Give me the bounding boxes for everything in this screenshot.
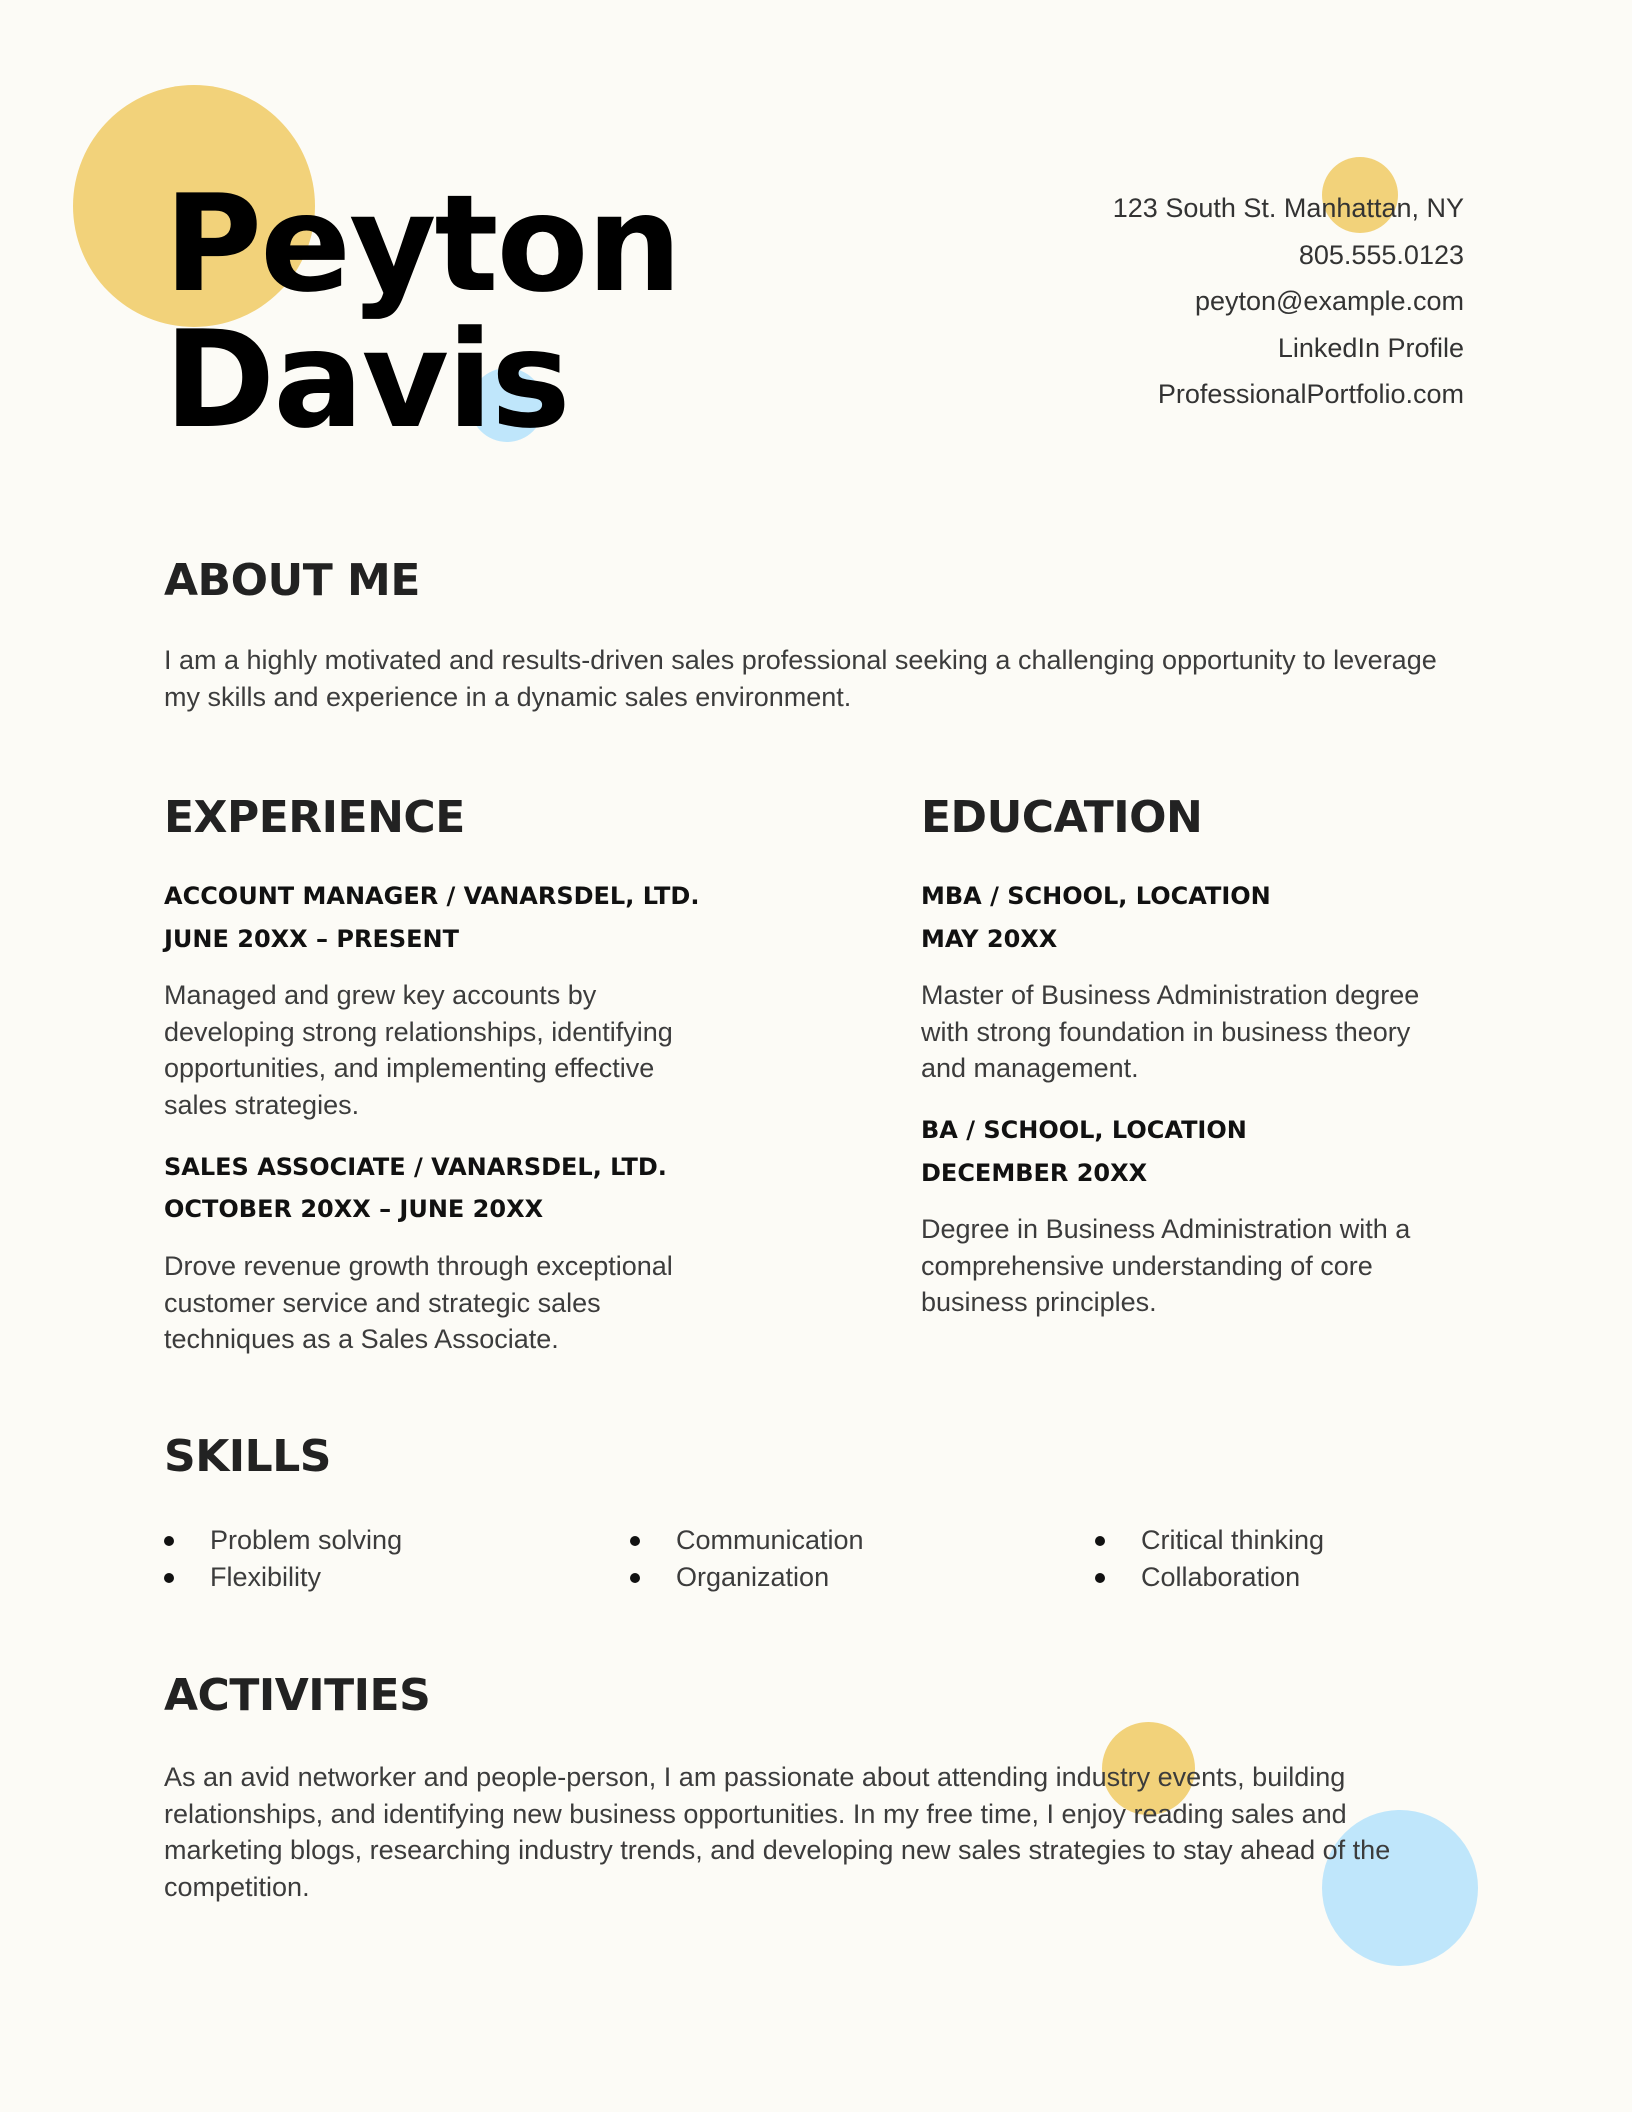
skill-label: Critical thinking [1141, 1525, 1325, 1555]
bullet-icon [164, 1573, 174, 1583]
last-name: Davis [164, 302, 569, 458]
job-1-dates: JUNE 20XX – PRESENT [164, 925, 459, 953]
skill-label: Organization [676, 1561, 830, 1592]
first-name: Peyton [164, 166, 680, 322]
skill-item [164, 1522, 402, 1559]
activities-text: As an avid networker and people-person, I am passionate about attending industry events, building relationships, and identifying new business opportunities. In my free time, I enjoy reading sales and marketing blogs, researching industry trends, and developing new sales strategies to stay ahead of the competition. [164, 1762, 1391, 1902]
experience-heading: EXPERIENCE [164, 792, 465, 843]
bullet-icon [630, 1573, 640, 1583]
bullet-icon [164, 1536, 174, 1546]
contact-portfolio-link[interactable]: ProfessionalPortfolio.com [1157, 379, 1464, 409]
candidate-name [164, 166, 680, 458]
activities-heading: ACTIVITIES [164, 1670, 431, 1721]
contact-email[interactable]: peyton@example.com [1194, 286, 1464, 316]
contact-phone: 805.555.0123 [1298, 239, 1464, 270]
degree-2-dates: DECEMBER 20XX [921, 1159, 1148, 1187]
skills-list-column-3 [1095, 1522, 1324, 1595]
job-2-dates: OCTOBER 20XX – JUNE 20XX [164, 1195, 544, 1223]
bullet-icon [1095, 1573, 1105, 1583]
skill-label: Flexibility [210, 1561, 322, 1592]
bullet-icon [630, 1536, 640, 1546]
contact-info [1113, 185, 1464, 418]
about-heading: ABOUT ME [164, 555, 420, 606]
skill-label: Problem solving [210, 1525, 403, 1555]
job-2-title: SALES ASSOCIATE / VANARSDEL, LTD. [164, 1153, 667, 1181]
job-1-title: ACCOUNT MANAGER / VANARSDEL, LTD. [164, 882, 700, 910]
about-text: I am a highly motivated and results-driven sales professional seeking a challenging opportunity to leverage my skills and experience in a dynamic sales environment. [164, 645, 1437, 712]
skill-item [164, 1559, 402, 1596]
skill-label: Communication [676, 1525, 864, 1555]
skill-item [1095, 1559, 1324, 1596]
contact-address: 123 South St. Manhattan, NY [1112, 193, 1464, 223]
job-1-description: Managed and grew key accounts by developing strong relationships, identifying opportunities, and implementing effective sales strategies. [164, 980, 673, 1120]
degree-2-description: Degree in Business Administration with a comprehensive understanding of core business principles. [921, 1214, 1411, 1317]
skill-item [630, 1559, 864, 1596]
skills-list-column-2 [630, 1522, 864, 1595]
skill-item [630, 1522, 864, 1559]
skill-item [1095, 1522, 1324, 1559]
skills-list-column-1 [164, 1522, 402, 1595]
degree-1-title: MBA / SCHOOL, LOCATION [921, 882, 1271, 910]
education-heading: EDUCATION [921, 792, 1203, 843]
bullet-icon [1095, 1536, 1105, 1546]
degree-2-title: BA / SCHOOL, LOCATION [921, 1116, 1247, 1144]
degree-1-description: Master of Business Administration degree with strong foundation in business theory and management. [921, 980, 1420, 1083]
skill-label: Collaboration [1141, 1561, 1301, 1592]
skills-heading: SKILLS [164, 1431, 331, 1482]
degree-1-dates: MAY 20XX [921, 925, 1058, 953]
contact-linkedin-link[interactable]: LinkedIn Profile [1277, 332, 1464, 363]
job-2-description: Drove revenue growth through exceptional customer service and strategic sales techniques as a Sales Associate. [164, 1251, 673, 1354]
